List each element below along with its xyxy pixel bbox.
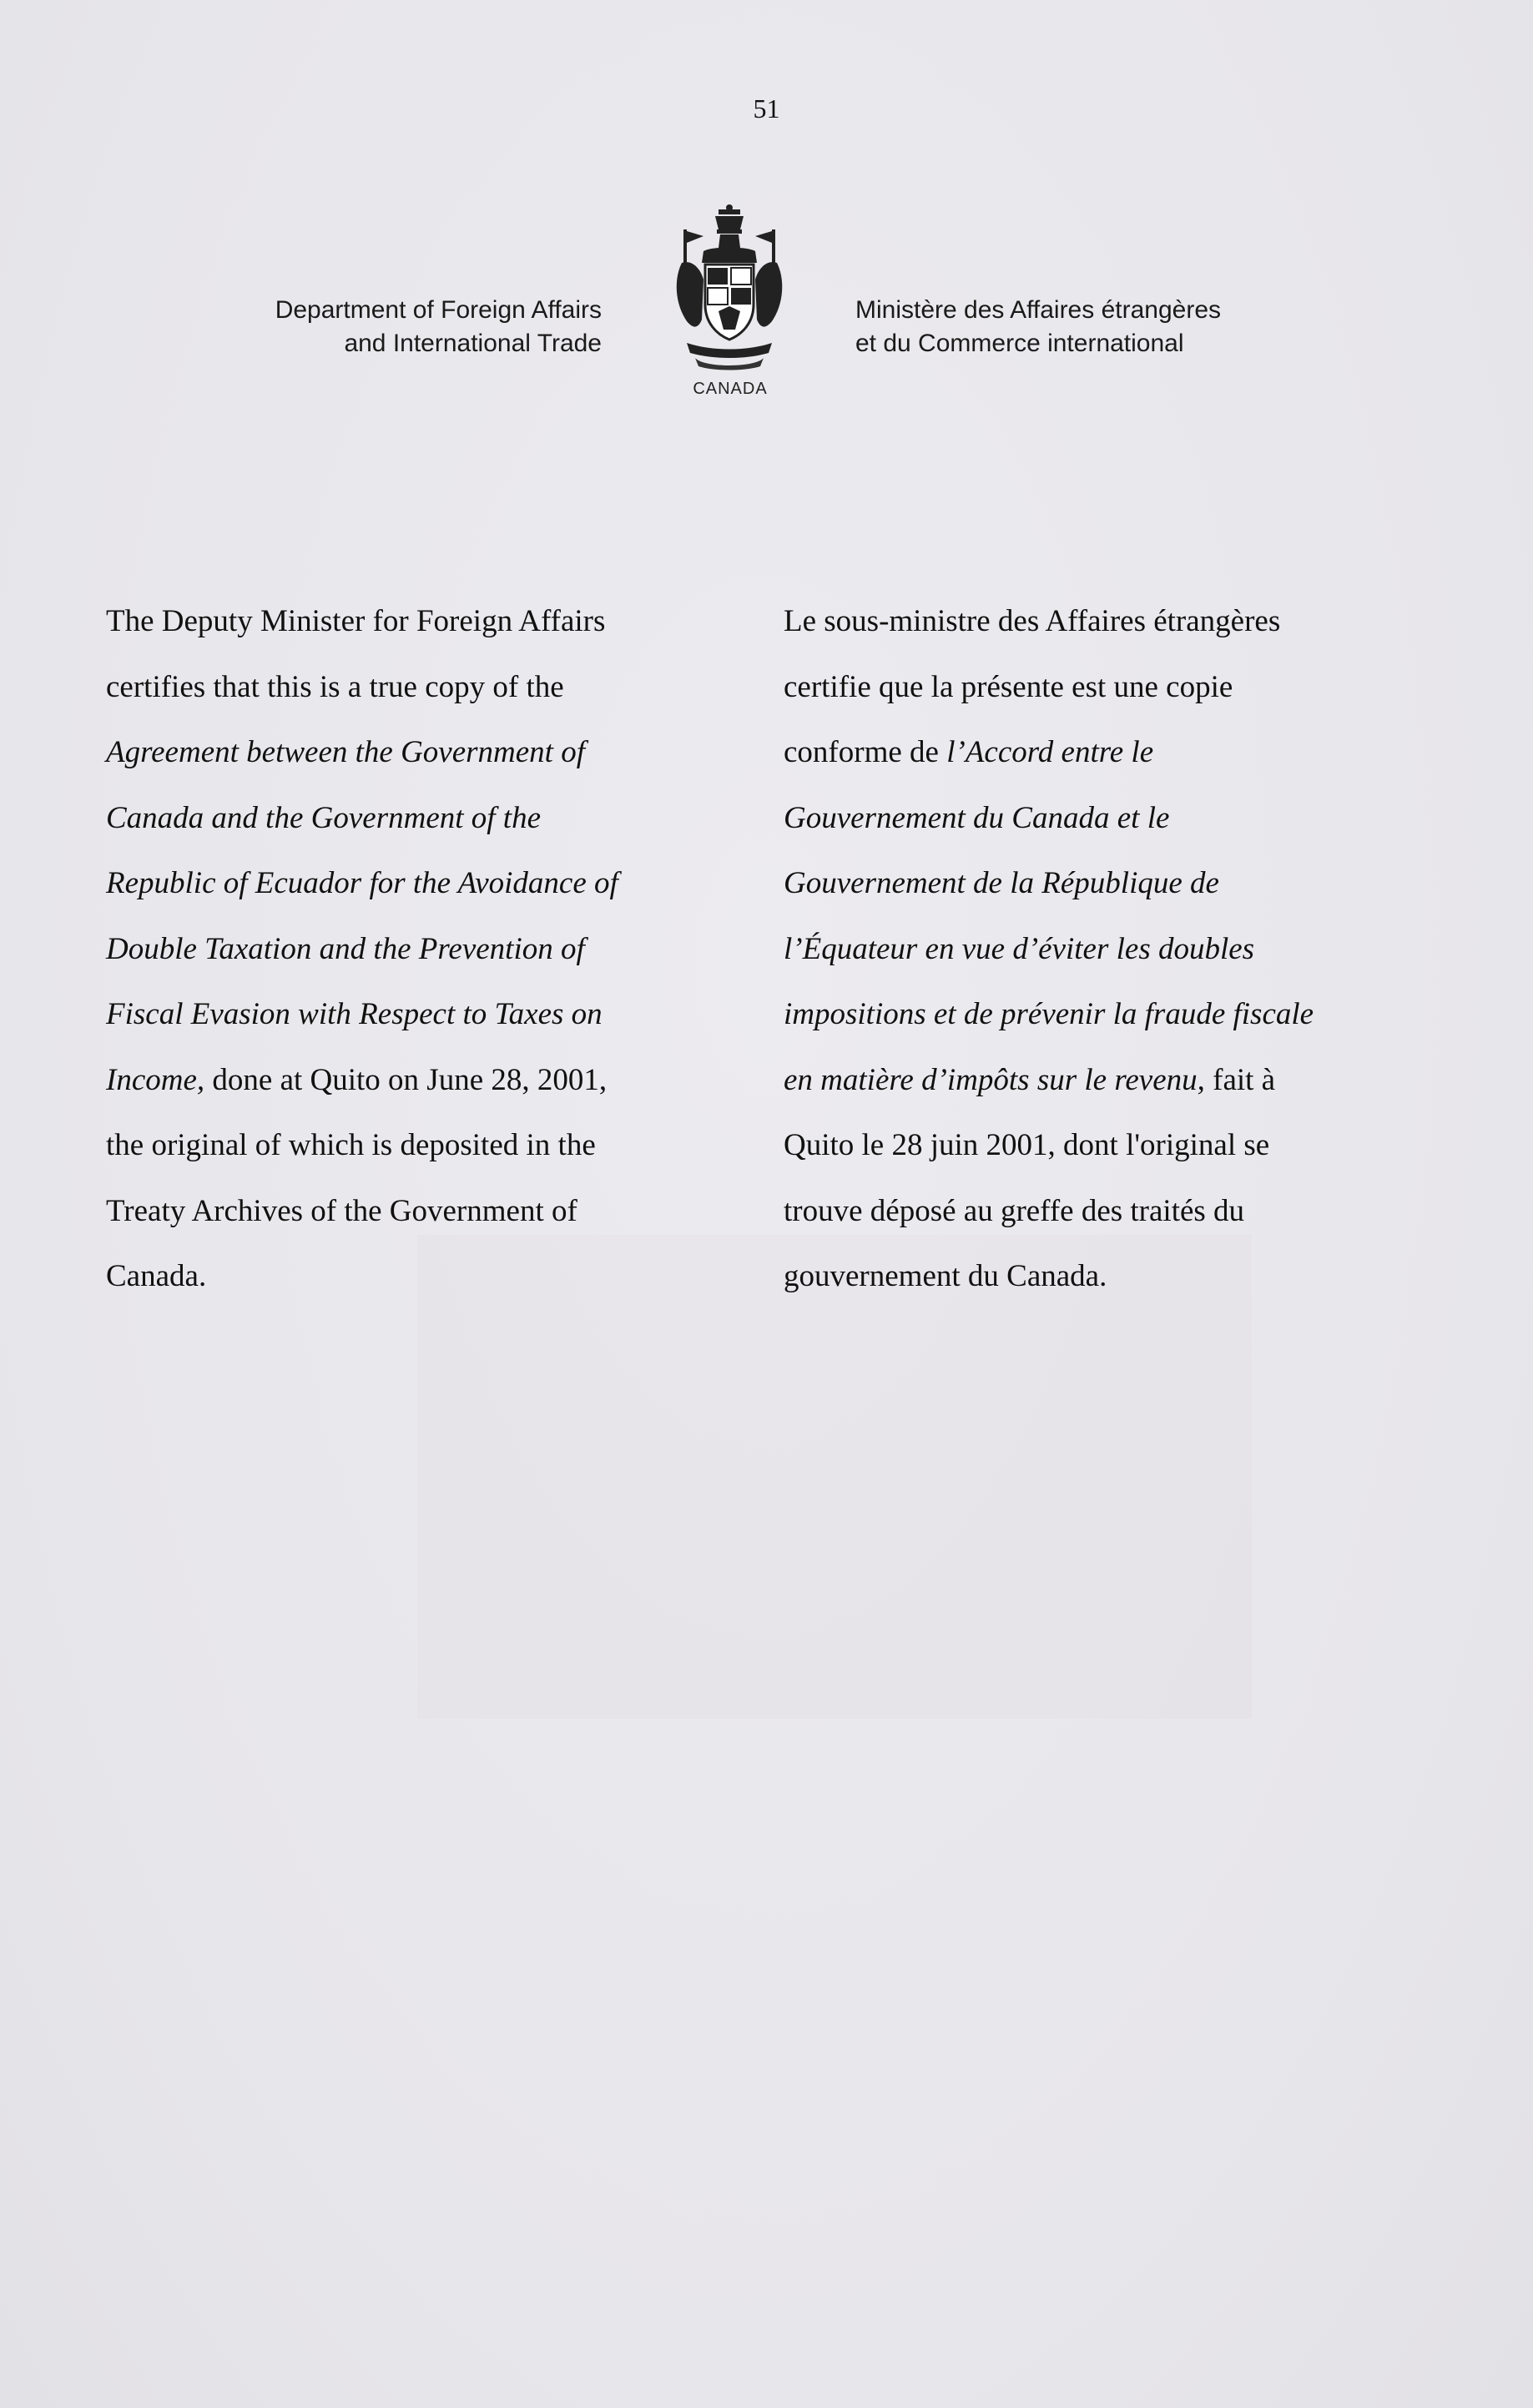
text-line [106,982,740,1048]
text-line [784,786,1468,852]
canada-coat-of-arms-icon [670,204,789,371]
text-line [106,917,740,983]
english-department-line: Department of Foreign Affairs [275,296,602,324]
text-line [106,1048,740,1114]
italic-text-segment: Gouvernement de la République de [784,866,1219,900]
crest-label: CANADA [693,380,768,398]
italic-text-segment: impositions et de prévenir la fraude fiscale [784,997,1314,1031]
text-segment: The Deputy Minister for Foreign Affairs [106,604,606,638]
french-department-line: et du Commerce international [855,330,1184,357]
text-segment: trouve déposé au greffe des traités du [784,1193,1245,1228]
text-line [106,655,740,721]
text-segment: Quito le 28 juin 2001, dont l'original se [784,1128,1270,1162]
italic-text-segment: Agreement between the Government of [106,735,585,769]
page-number: 51 [753,93,780,123]
french-department-name [855,294,1323,360]
english-department-name [134,294,602,360]
text-segment: Le sous-ministre des Affaires étrangères [784,604,1281,638]
italic-text-segment: l’Équateur en vue d’éviter les doubles [784,931,1255,966]
text-line [784,655,1468,721]
text-segment: Treaty Archives of the Government of [106,1193,577,1228]
text-line [784,1179,1468,1245]
italic-text-segment: en matière d’impôts sur le revenu, [784,1062,1205,1097]
italic-text-segment: l’Accord entre le [946,735,1154,769]
text-segment: fait à [1204,1062,1276,1097]
italic-text-segment: Double Taxation and the Prevention of [106,931,585,966]
english-certification-text [106,589,740,1310]
italic-text-segment: Gouvernement du Canada et le [784,800,1170,835]
text-line [784,1048,1468,1114]
text-segment: the original of which is deposited in the [106,1128,596,1162]
text-line [106,1179,740,1245]
text-segment: gouvernement du Canada. [784,1259,1107,1293]
text-line [784,589,1468,655]
french-certification-text [784,589,1468,1310]
text-segment: done at Quito on June 28, 2001, [204,1062,608,1097]
text-segment: Canada. [106,1259,207,1293]
text-segment: certifie que la présente est une copie [784,669,1233,704]
english-department-line: and International Trade [344,330,602,357]
text-line [784,720,1468,786]
italic-text-segment: Republic of Ecuador for the Avoidance of [106,866,618,900]
text-segment: certifies that this is a true copy of the [106,669,564,704]
text-line [784,851,1468,917]
text-line [106,786,740,852]
text-line [784,1113,1468,1179]
text-line [106,1113,740,1179]
text-line [106,720,740,786]
text-line [784,982,1468,1048]
text-line [106,851,740,917]
text-line [784,917,1468,983]
text-line [106,589,740,655]
text-line [784,1244,1468,1310]
text-segment: conforme de [784,735,947,769]
french-department-line: Ministère des Affaires étrangères [855,296,1222,324]
italic-text-segment: Canada and the Government of the [106,800,541,835]
text-line [106,1244,740,1310]
italic-text-segment: Fiscal Evasion with Respect to Taxes on [106,997,603,1031]
italic-text-segment: Income, [106,1062,205,1097]
